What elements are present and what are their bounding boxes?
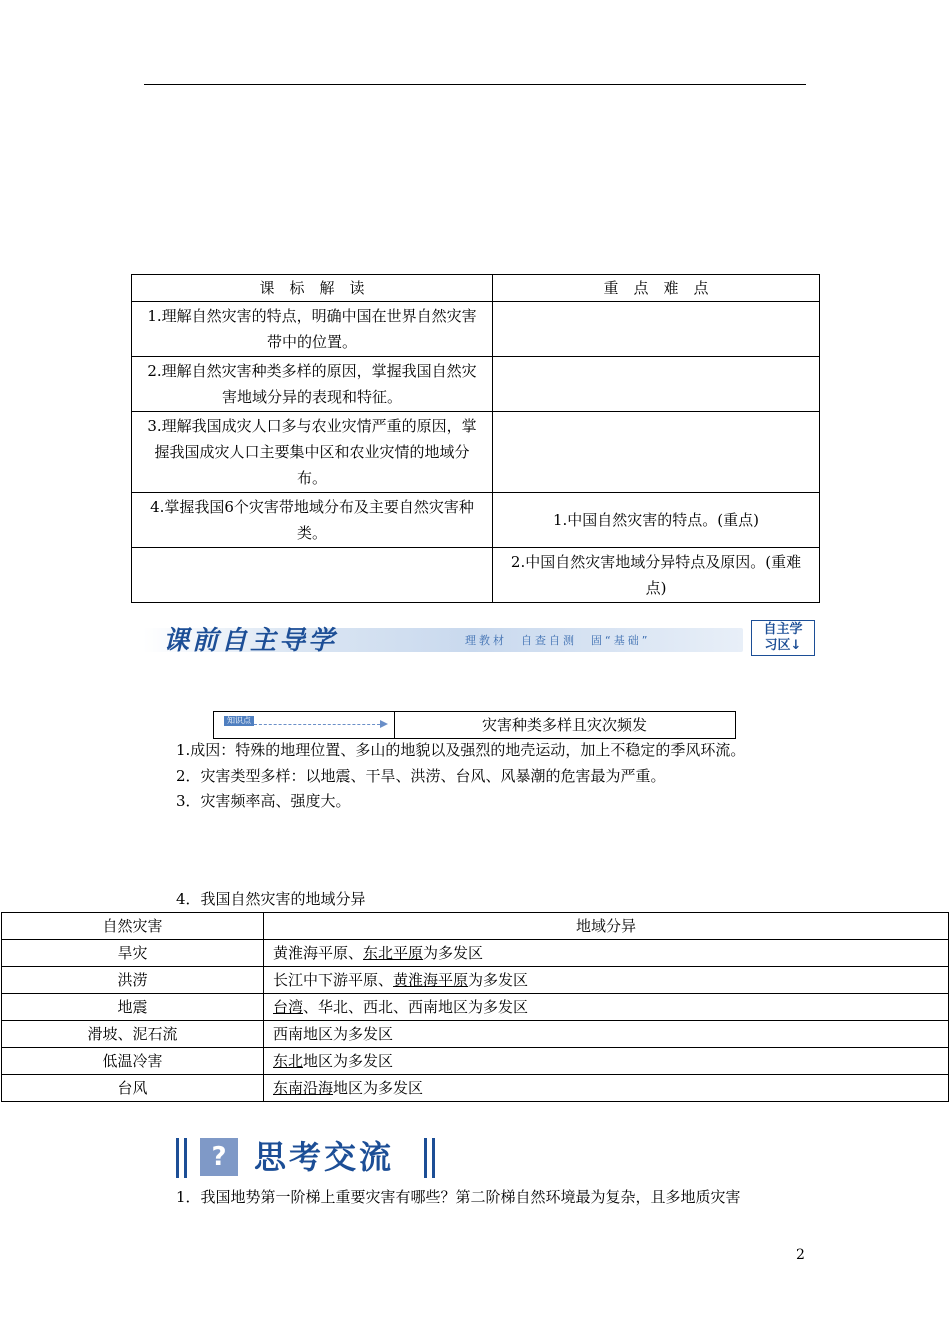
dashed-line [254,724,380,725]
objectives-table [131,274,820,603]
region-cell [264,1075,949,1102]
region-underlined: 东南沿海 [273,1079,334,1097]
region-underlined: 东北平原 [363,944,424,962]
table-row [132,302,820,357]
knowledge-point-tag: 知识点 [224,716,254,726]
region-cell [264,940,949,967]
region-text: 长江中下游平原、 [273,971,394,989]
point-2: 2．灾害类型多样：以地震、干旱、洪涝、台风、风暴潮的危害最为严重。 [176,767,666,785]
region-text: 黄淮海平原、 [273,944,364,962]
keypoint-cell [493,357,820,412]
table-row [132,357,820,412]
region-underlined: 台湾 [273,998,304,1016]
region-cell [264,1021,949,1048]
bar-right-2 [432,1138,435,1178]
banner-title: 课前自主导学 [163,626,338,656]
table-row [2,1075,949,1102]
keypoint-cell: 1.中国自然灾害的特点。(重点) [493,493,820,548]
self-study-badge [751,620,815,656]
think-question-1: 1．我国地势第一阶梯上重要灾害有哪些？第二阶梯自然环境最为复杂，且多地质灾害 [176,1188,741,1206]
region-text: 地区为多发区 [333,1079,424,1097]
regional-header-row [2,913,949,940]
knowledge-point-title: 灾害种类多样且灾次频发 [481,716,647,734]
arrow-right-icon [380,720,388,728]
region-text: 为多发区 [423,944,484,962]
disaster-cell: 滑坡、泥石流 [2,1021,264,1048]
point-3: 3．灾害频率高、强度大。 [176,792,351,810]
badge-line-1: 自主学 [763,622,803,637]
disaster-cell: 洪涝 [2,967,264,994]
objectives-header-right: 重 点 难 点 [493,275,820,302]
table-row [2,1021,949,1048]
col-header-disaster: 自然灾害 [2,913,264,940]
table-row [2,994,949,1021]
disaster-cell: 地震 [2,994,264,1021]
bar-left-2 [184,1138,187,1178]
objective-cell: 3.理解我国成灾人口多与农业灾情严重的原因，掌握我国成灾人口主要集中区和农业灾情的地域分布。 [132,412,493,493]
table-row [2,940,949,967]
objective-cell [132,548,493,603]
point-1: 1.成因：特殊的地理位置、多山的地貌以及强烈的地壳运动，加上不稳定的季风环流。 [176,741,746,759]
badge-line-2: 习区↓ [764,638,802,653]
knowledge-point-box [213,711,736,739]
keypoint-cell: 2.中国自然灾害地域分异特点及原因。(重难点) [493,548,820,603]
region-text: 为多发区 [468,971,529,989]
disaster-cell: 台风 [2,1075,264,1102]
objective-cell: 4.掌握我国6个灾害带地域分布及主要自然灾害种类。 [132,493,493,548]
region-cell [264,994,949,1021]
bar-left-1 [176,1138,179,1178]
keypoint-cell [493,302,820,357]
objective-cell: 2.理解自然灾害种类多样的原因，掌握我国自然灾害地域分异的表现和特征。 [132,357,493,412]
regional-heading: 4．我国自然灾害的地域分异 [176,890,366,908]
knowledge-point-marker [214,712,395,738]
region-underlined: 东北 [273,1052,304,1070]
objective-cell: 1.理解自然灾害的特点，明确中国在世界自然灾害带中的位置。 [132,302,493,357]
bar-right-1 [424,1138,427,1178]
region-text: 、华北、西北、西南地区为多发区 [303,998,529,1016]
table-row [2,1048,949,1075]
objectives-header-row [132,275,820,302]
page-number: 2 [796,1247,805,1263]
keypoint-cell [493,412,820,493]
table-row [2,967,949,994]
region-underlined: 黄淮海平原 [393,971,469,989]
think-discuss-header [172,1134,442,1180]
disaster-cell: 低温冷害 [2,1048,264,1075]
section-banner [143,620,815,658]
table-row [132,493,820,548]
think-discuss-title: 思考交流 [254,1138,395,1176]
region-text: 地区为多发区 [303,1052,394,1070]
objectives-header-left: 课 标 解 读 [132,275,493,302]
banner-subtitle: 理教材 自查自测 固“基础” [465,634,651,647]
region-cell [264,967,949,994]
disaster-cell: 旱灾 [2,940,264,967]
regional-table [1,912,949,1102]
question-mark-icon: ? [200,1138,238,1176]
region-text: 西南地区为多发区 [273,1025,394,1043]
table-row [132,412,820,493]
col-header-region: 地域分异 [264,913,949,940]
table-row [132,548,820,603]
region-cell [264,1048,949,1075]
header-rule [144,84,806,85]
